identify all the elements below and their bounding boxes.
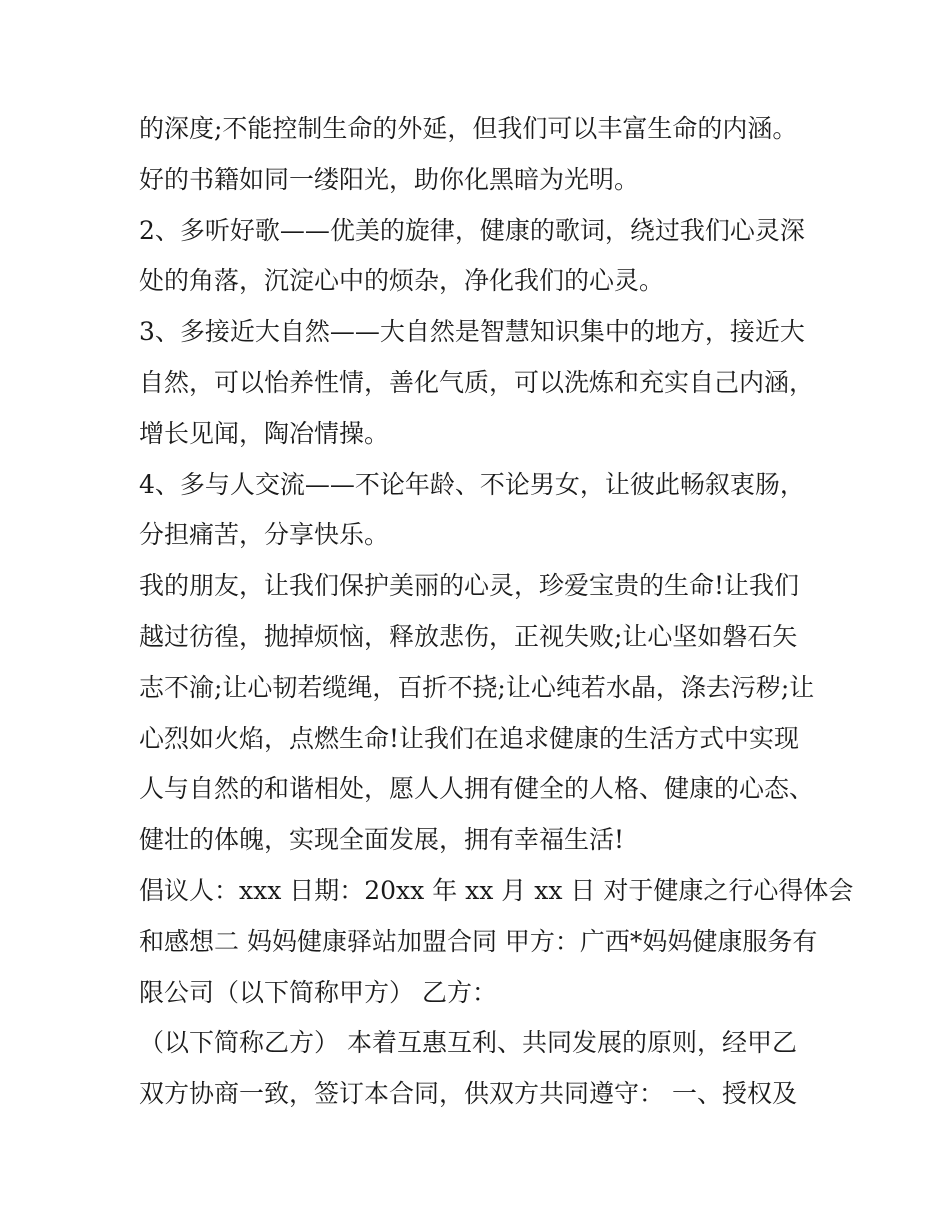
text-line: 健壮的体魄，实现全面发展，拥有幸福生活! <box>139 825 625 855</box>
text-line: 的深度;不能控制生命的外延，但我们可以丰富生命的内涵。 <box>139 114 798 143</box>
text-line: 双方协商一致，签订本合同，供双方共同遵守： 一、授权及 <box>139 1079 797 1109</box>
text-line: 人与自然的和谐相处，愿人人拥有健全的人格、健康的心态、 <box>139 774 815 804</box>
text-line: （以下简称乙方） 本着互惠互利、共同发展的原则，经甲乙 <box>139 1028 797 1058</box>
text-line: 倡议人：xxx 日期：20xx 年 xx 月 xx 日 对于健康之行心得体会 <box>139 875 854 905</box>
text-line: 限公司（以下简称甲方） 乙方： <box>139 977 497 1007</box>
text-line: 越过彷徨，抛掉烦恼，释放悲伤，正视失败;让心坚如磐石矢 <box>139 621 798 651</box>
text-line: 处的角落，沉淀心中的烦杂，净化我们的心灵。 <box>139 266 665 296</box>
text-line: 3、多接近大自然——大自然是智慧知识集中的地方，接近大 <box>139 317 805 347</box>
text-line: 志不渝;让心韧若缆绳，百折不挠;让心纯若水晶，涤去污秽;让 <box>139 672 815 702</box>
text-line: 自然，可以怡养性情，善化气质，可以洗炼和充实自己内涵， <box>139 367 815 397</box>
document-body <box>139 104 854 1120</box>
text-line: 好的书籍如同一缕阳光，助你化黑暗为光明。 <box>139 164 640 194</box>
text-line: 分担痛苦，分享快乐。 <box>139 520 390 550</box>
text-line: 和感想二 妈妈健康驿站加盟合同 甲方：广西*妈妈健康服务有 <box>139 926 818 956</box>
text-line: 增长见闻，陶冶情操。 <box>139 418 390 448</box>
text-line: 4、多与人交流——不论年龄、不论男女，让彼此畅叙衷肠， <box>139 469 805 499</box>
text-line: 2、多听好歌——优美的旋律，健康的歌词，绕过我们心灵深 <box>139 215 805 245</box>
text-line: 心烈如火焰，点燃生命!让我们在追求健康的生活方式中实现 <box>139 723 800 753</box>
text-line: 我的朋友，让我们保护美丽的心灵，珍爱宝贵的生命!让我们 <box>139 571 800 601</box>
